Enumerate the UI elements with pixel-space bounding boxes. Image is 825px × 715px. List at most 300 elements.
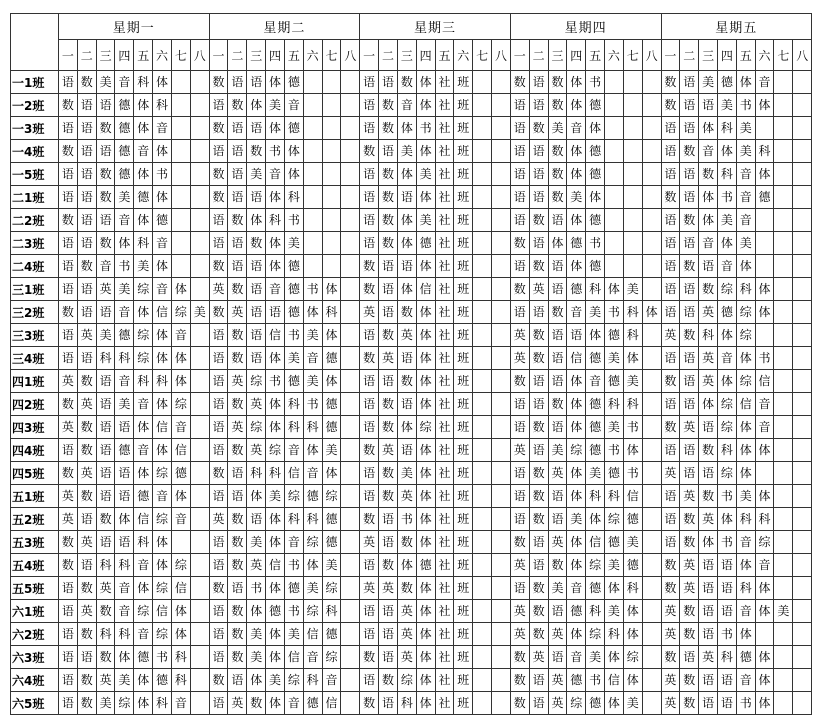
- subject-cell: 书: [284, 600, 303, 623]
- subject-cell: 数: [661, 71, 680, 94]
- subject-cell: 社: [435, 646, 454, 669]
- subject-cell: 综: [171, 301, 190, 324]
- period-header-row: [11, 40, 812, 71]
- table-row: [11, 324, 812, 347]
- subject-cell: [642, 485, 661, 508]
- subject-cell: 音: [736, 186, 755, 209]
- subject-cell: 英: [510, 623, 529, 646]
- subject-cell: 数: [96, 186, 115, 209]
- subject-cell: [171, 209, 190, 232]
- subject-cell: 德: [586, 140, 605, 163]
- subject-cell: [341, 255, 360, 278]
- subject-cell: [755, 623, 774, 646]
- subject-cell: [341, 324, 360, 347]
- subject-cell: [793, 347, 812, 370]
- subject-cell: 体: [266, 186, 285, 209]
- subject-cell: 语: [96, 439, 115, 462]
- table-row: [11, 462, 812, 485]
- subject-cell: 语: [59, 600, 78, 623]
- subject-cell: 语: [397, 186, 416, 209]
- subject-cell: 科: [134, 232, 153, 255]
- subject-cell: 班: [454, 439, 473, 462]
- subject-cell: 信: [171, 577, 190, 600]
- subject-cell: 体: [586, 186, 605, 209]
- subject-cell: 语: [228, 186, 247, 209]
- subject-cell: 数: [548, 140, 567, 163]
- subject-cell: 美: [586, 462, 605, 485]
- subject-cell: 科: [717, 163, 736, 186]
- subject-cell: [492, 393, 511, 416]
- subject-cell: [341, 347, 360, 370]
- subject-cell: [793, 232, 812, 255]
- subject-cell: 英: [548, 531, 567, 554]
- subject-cell: 信: [153, 416, 172, 439]
- subject-cell: 数: [228, 554, 247, 577]
- subject-cell: 语: [59, 255, 78, 278]
- subject-cell: 英: [397, 623, 416, 646]
- subject-cell: [190, 370, 209, 393]
- subject-cell: [755, 462, 774, 485]
- subject-cell: 数: [379, 186, 398, 209]
- table-row: [11, 531, 812, 554]
- subject-cell: 语: [209, 347, 228, 370]
- subject-cell: 数: [510, 531, 529, 554]
- subject-cell: 体: [266, 71, 285, 94]
- subject-cell: [492, 232, 511, 255]
- subject-cell: 综: [153, 577, 172, 600]
- subject-cell: [190, 278, 209, 301]
- subject-cell: 美: [623, 278, 642, 301]
- subject-cell: 语: [209, 439, 228, 462]
- subject-cell: 数: [77, 623, 96, 646]
- subject-cell: [605, 209, 624, 232]
- subject-cell: 数: [548, 393, 567, 416]
- subject-cell: 体: [134, 163, 153, 186]
- subject-cell: 综: [247, 370, 266, 393]
- subject-cell: 科: [605, 485, 624, 508]
- subject-cell: 英: [510, 324, 529, 347]
- subject-cell: 信: [153, 301, 172, 324]
- subject-cell: [341, 508, 360, 531]
- subject-cell: 数: [77, 692, 96, 715]
- subject-cell: 语: [680, 186, 699, 209]
- subject-cell: 语: [529, 370, 548, 393]
- subject-cell: 德: [717, 301, 736, 324]
- subject-cell: [492, 439, 511, 462]
- subject-cell: 德: [605, 370, 624, 393]
- subject-cell: 语: [77, 209, 96, 232]
- subject-cell: 科: [284, 508, 303, 531]
- subject-cell: 科: [284, 393, 303, 416]
- subject-cell: [492, 347, 511, 370]
- subject-cell: 英: [360, 577, 379, 600]
- subject-cell: 语: [379, 301, 398, 324]
- subject-cell: [642, 117, 661, 140]
- subject-cell: 语: [228, 232, 247, 255]
- subject-cell: [303, 232, 322, 255]
- subject-cell: 数: [680, 669, 699, 692]
- subject-cell: 语: [661, 255, 680, 278]
- subject-cell: 语: [360, 393, 379, 416]
- subject-cell: [623, 255, 642, 278]
- subject-cell: 美: [567, 508, 586, 531]
- period-header: 五: [736, 40, 755, 71]
- subject-cell: 英: [661, 600, 680, 623]
- subject-cell: 德: [605, 531, 624, 554]
- subject-cell: [793, 163, 812, 186]
- subject-cell: [642, 209, 661, 232]
- subject-cell: 书: [284, 554, 303, 577]
- subject-cell: 科: [153, 370, 172, 393]
- class-label: 一3班: [11, 117, 59, 140]
- subject-cell: 科: [266, 462, 285, 485]
- subject-cell: [642, 531, 661, 554]
- subject-cell: [473, 71, 492, 94]
- table-row: [11, 186, 812, 209]
- subject-cell: 体: [153, 531, 172, 554]
- subject-cell: [190, 600, 209, 623]
- subject-cell: 数: [77, 370, 96, 393]
- subject-cell: [473, 669, 492, 692]
- subject-cell: 社: [435, 301, 454, 324]
- subject-cell: [473, 255, 492, 278]
- subject-cell: 科: [623, 393, 642, 416]
- subject-cell: [341, 140, 360, 163]
- subject-cell: [190, 692, 209, 715]
- subject-cell: 德: [322, 623, 341, 646]
- subject-cell: 语: [680, 278, 699, 301]
- subject-cell: 美: [623, 370, 642, 393]
- subject-cell: 体: [303, 439, 322, 462]
- subject-cell: 语: [661, 439, 680, 462]
- day-header: 星期一: [59, 14, 210, 40]
- subject-cell: 德: [322, 508, 341, 531]
- subject-cell: 数: [228, 531, 247, 554]
- subject-cell: [642, 577, 661, 600]
- subject-cell: 语: [529, 163, 548, 186]
- subject-cell: 德: [605, 462, 624, 485]
- subject-cell: 语: [77, 508, 96, 531]
- subject-cell: 语: [96, 209, 115, 232]
- subject-cell: 综: [322, 485, 341, 508]
- subject-cell: 语: [379, 646, 398, 669]
- subject-cell: 班: [454, 508, 473, 531]
- subject-cell: 音: [171, 508, 190, 531]
- subject-cell: 数: [209, 301, 228, 324]
- subject-cell: 语: [680, 462, 699, 485]
- subject-cell: [793, 370, 812, 393]
- subject-cell: 综: [171, 393, 190, 416]
- subject-cell: 综: [284, 669, 303, 692]
- subject-cell: 信: [736, 393, 755, 416]
- period-header: 二: [77, 40, 96, 71]
- subject-cell: 语: [209, 370, 228, 393]
- subject-cell: 社: [435, 462, 454, 485]
- subject-cell: 数: [548, 163, 567, 186]
- subject-cell: 综: [322, 577, 341, 600]
- subject-cell: 数: [529, 462, 548, 485]
- subject-cell: 数: [680, 255, 699, 278]
- subject-cell: [303, 209, 322, 232]
- subject-cell: [774, 232, 793, 255]
- subject-cell: 英: [548, 623, 567, 646]
- subject-cell: 书: [605, 301, 624, 324]
- subject-cell: 语: [510, 186, 529, 209]
- subject-cell: 语: [699, 600, 718, 623]
- subject-cell: 书: [266, 370, 285, 393]
- subject-cell: 语: [209, 485, 228, 508]
- subject-cell: 综: [153, 623, 172, 646]
- subject-cell: 语: [209, 140, 228, 163]
- subject-cell: 语: [59, 669, 78, 692]
- day-header: 星期五: [661, 14, 812, 40]
- subject-cell: [322, 232, 341, 255]
- subject-cell: 美: [567, 186, 586, 209]
- subject-cell: 美: [115, 186, 134, 209]
- subject-cell: [642, 554, 661, 577]
- subject-cell: [774, 439, 793, 462]
- subject-cell: [171, 163, 190, 186]
- subject-cell: 数: [661, 186, 680, 209]
- subject-cell: 数: [360, 692, 379, 715]
- subject-cell: 德: [586, 393, 605, 416]
- subject-cell: 班: [454, 255, 473, 278]
- subject-cell: 体: [755, 485, 774, 508]
- subject-cell: 班: [454, 324, 473, 347]
- subject-cell: [793, 117, 812, 140]
- subject-cell: 体: [605, 646, 624, 669]
- subject-cell: 数: [59, 393, 78, 416]
- class-label: 一5班: [11, 163, 59, 186]
- subject-cell: [341, 278, 360, 301]
- subject-cell: 科: [717, 646, 736, 669]
- subject-cell: 体: [397, 278, 416, 301]
- subject-cell: 英: [209, 508, 228, 531]
- period-header: 五: [435, 40, 454, 71]
- subject-cell: 语: [548, 255, 567, 278]
- subject-cell: [605, 140, 624, 163]
- subject-cell: 社: [435, 255, 454, 278]
- subject-cell: 英: [228, 370, 247, 393]
- table-row: [11, 692, 812, 715]
- subject-cell: 体: [567, 485, 586, 508]
- subject-cell: 音: [171, 692, 190, 715]
- subject-cell: 书: [586, 232, 605, 255]
- subject-cell: 英: [699, 646, 718, 669]
- subject-cell: 语: [77, 117, 96, 140]
- subject-cell: 科: [397, 692, 416, 715]
- subject-cell: 语: [247, 324, 266, 347]
- subject-cell: 德: [322, 531, 341, 554]
- subject-cell: [492, 416, 511, 439]
- subject-cell: 数: [59, 140, 78, 163]
- subject-cell: 体: [153, 439, 172, 462]
- subject-cell: 语: [247, 255, 266, 278]
- table-row: [11, 485, 812, 508]
- subject-cell: 数: [77, 255, 96, 278]
- subject-cell: 数: [661, 370, 680, 393]
- subject-cell: 数: [228, 439, 247, 462]
- subject-cell: 社: [435, 347, 454, 370]
- table-row: [11, 577, 812, 600]
- subject-cell: 英: [529, 278, 548, 301]
- subject-cell: 科: [134, 531, 153, 554]
- subject-cell: [774, 577, 793, 600]
- subject-cell: [642, 393, 661, 416]
- subject-cell: 语: [680, 71, 699, 94]
- subject-cell: 科: [303, 416, 322, 439]
- subject-cell: 数: [379, 393, 398, 416]
- subject-cell: 体: [416, 462, 435, 485]
- subject-cell: 语: [247, 508, 266, 531]
- subject-cell: 体: [567, 416, 586, 439]
- subject-cell: 科: [266, 209, 285, 232]
- subject-cell: 书: [623, 416, 642, 439]
- class-label: 一2班: [11, 94, 59, 117]
- period-header: 三: [548, 40, 567, 71]
- subject-cell: 英: [77, 462, 96, 485]
- subject-cell: [774, 163, 793, 186]
- subject-cell: 体: [567, 163, 586, 186]
- subject-cell: 语: [96, 370, 115, 393]
- subject-cell: 音: [134, 439, 153, 462]
- subject-cell: 英: [510, 554, 529, 577]
- subject-cell: 数: [548, 71, 567, 94]
- subject-cell: [303, 255, 322, 278]
- subject-cell: 语: [115, 416, 134, 439]
- subject-cell: [774, 301, 793, 324]
- subject-cell: 德: [736, 646, 755, 669]
- subject-cell: [793, 278, 812, 301]
- subject-cell: 语: [661, 140, 680, 163]
- subject-cell: 英: [77, 393, 96, 416]
- subject-cell: 英: [661, 324, 680, 347]
- subject-cell: 体: [303, 301, 322, 324]
- subject-cell: 美: [548, 439, 567, 462]
- subject-cell: 体: [284, 163, 303, 186]
- subject-cell: 德: [134, 646, 153, 669]
- subject-cell: [605, 117, 624, 140]
- subject-cell: 综: [134, 278, 153, 301]
- class-label: 二2班: [11, 209, 59, 232]
- table-row: [11, 416, 812, 439]
- subject-cell: 数: [529, 117, 548, 140]
- subject-cell: 体: [736, 347, 755, 370]
- subject-cell: 语: [360, 416, 379, 439]
- subject-cell: 体: [266, 531, 285, 554]
- subject-cell: [190, 508, 209, 531]
- subject-cell: 语: [96, 462, 115, 485]
- subject-cell: 美: [96, 692, 115, 715]
- subject-cell: [492, 301, 511, 324]
- subject-cell: 语: [661, 301, 680, 324]
- subject-cell: 德: [134, 485, 153, 508]
- subject-cell: 综: [736, 370, 755, 393]
- table-row: [11, 255, 812, 278]
- subject-cell: 体: [266, 692, 285, 715]
- subject-cell: 语: [548, 646, 567, 669]
- subject-cell: 班: [454, 347, 473, 370]
- subject-cell: 数: [96, 117, 115, 140]
- period-header: 六: [454, 40, 473, 71]
- subject-cell: 社: [435, 232, 454, 255]
- subject-cell: [492, 577, 511, 600]
- subject-cell: 德: [284, 577, 303, 600]
- subject-cell: 语: [510, 301, 529, 324]
- subject-cell: 语: [661, 347, 680, 370]
- class-label: 六1班: [11, 600, 59, 623]
- subject-cell: 综: [266, 439, 285, 462]
- subject-cell: 科: [134, 71, 153, 94]
- table-row: [11, 508, 812, 531]
- subject-cell: 语: [247, 347, 266, 370]
- subject-cell: 综: [605, 508, 624, 531]
- subject-cell: 科: [96, 347, 115, 370]
- subject-cell: 德: [586, 255, 605, 278]
- subject-cell: 语: [115, 531, 134, 554]
- subject-cell: 数: [510, 71, 529, 94]
- subject-cell: 书: [266, 140, 285, 163]
- subject-cell: [322, 94, 341, 117]
- subject-cell: 综: [134, 324, 153, 347]
- subject-cell: [341, 462, 360, 485]
- subject-cell: 体: [416, 255, 435, 278]
- subject-cell: 社: [435, 600, 454, 623]
- subject-cell: 体: [397, 209, 416, 232]
- class-label: 五5班: [11, 577, 59, 600]
- subject-cell: 英: [510, 347, 529, 370]
- subject-cell: 科: [171, 669, 190, 692]
- subject-cell: 语: [360, 94, 379, 117]
- subject-cell: [473, 301, 492, 324]
- subject-cell: 体: [416, 347, 435, 370]
- subject-cell: 语: [209, 209, 228, 232]
- subject-cell: [793, 301, 812, 324]
- subject-cell: 语: [680, 232, 699, 255]
- subject-cell: 体: [266, 623, 285, 646]
- subject-cell: 体: [134, 209, 153, 232]
- subject-cell: 美: [736, 485, 755, 508]
- subject-cell: 科: [284, 186, 303, 209]
- subject-cell: 科: [322, 600, 341, 623]
- subject-cell: 体: [416, 508, 435, 531]
- subject-cell: 科: [717, 439, 736, 462]
- subject-cell: [171, 71, 190, 94]
- period-header: 七: [774, 40, 793, 71]
- subject-cell: 语: [59, 646, 78, 669]
- subject-cell: 数: [228, 393, 247, 416]
- subject-cell: 英: [59, 485, 78, 508]
- subject-cell: 语: [360, 163, 379, 186]
- subject-cell: 体: [755, 439, 774, 462]
- period-header: 三: [96, 40, 115, 71]
- subject-cell: 体: [266, 255, 285, 278]
- subject-cell: 语: [661, 163, 680, 186]
- subject-cell: [793, 554, 812, 577]
- subject-cell: [642, 232, 661, 255]
- subject-cell: 体: [247, 485, 266, 508]
- subject-cell: 体: [322, 370, 341, 393]
- subject-cell: [190, 232, 209, 255]
- subject-cell: [190, 209, 209, 232]
- subject-cell: 语: [209, 554, 228, 577]
- subject-cell: 数: [209, 186, 228, 209]
- subject-cell: 语: [209, 94, 228, 117]
- subject-cell: 体: [416, 393, 435, 416]
- subject-cell: 数: [661, 646, 680, 669]
- subject-cell: 体: [247, 94, 266, 117]
- subject-cell: 数: [379, 209, 398, 232]
